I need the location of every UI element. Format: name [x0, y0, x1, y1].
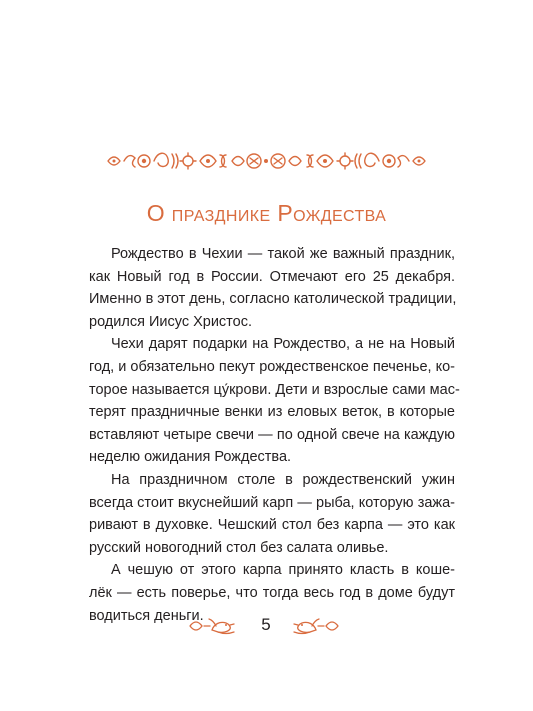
text-line: водиться деньги.	[89, 607, 204, 624]
text-line: всегда стоит вкуснейший карп — рыба, которую зажа-	[89, 494, 455, 511]
paragraph	[89, 333, 460, 469]
text-line: Рождество в Чехии — такой же важный праздник,	[111, 246, 455, 262]
text-line: неделю ожидания Рождества.	[89, 449, 292, 466]
floral-border-ornament	[104, 146, 429, 176]
paragraph	[89, 243, 455, 333]
page-number: 5	[261, 615, 271, 634]
bird-ornament-right-icon	[290, 614, 340, 638]
text-line: лёк — есть поверье, что тогда весь год в доме будут	[89, 584, 455, 601]
text-line: Чехи дарят подарки на Рождество, а не на Новый	[111, 336, 455, 353]
text-line: родился Иисус Христос.	[89, 313, 253, 330]
text-line: русский новогодний стол без салата оливье.	[89, 539, 389, 556]
text-line: год, и обязательно пекут рождественское печенье, ко-	[89, 358, 455, 375]
chapter-heading: О празднике Рождества	[146, 200, 387, 226]
text-line: А чешую от этого карпа принято класть в коше-	[111, 562, 455, 579]
text-line: вставляют четыре свечи — по одной свече на каждую	[89, 426, 455, 443]
text-line: как Новый год в России. Отмечают его 25 декабря.	[89, 268, 455, 285]
text-line: Именно в этот день, согласно католической традиции,	[89, 291, 457, 308]
text-line: торое называется цу́крови. Дети и взрослые сами мас-	[89, 381, 460, 398]
bird-ornament-left-icon	[188, 614, 238, 638]
text-line: На праздничном столе в рождественский ужин	[111, 471, 455, 488]
body-text	[89, 243, 460, 627]
text-line: ривают в духовке. Чешский стол без карпа — это как	[89, 517, 455, 534]
paragraph	[89, 469, 455, 559]
text-line: терят праздничные венки из еловых веток, в которые	[89, 404, 455, 421]
